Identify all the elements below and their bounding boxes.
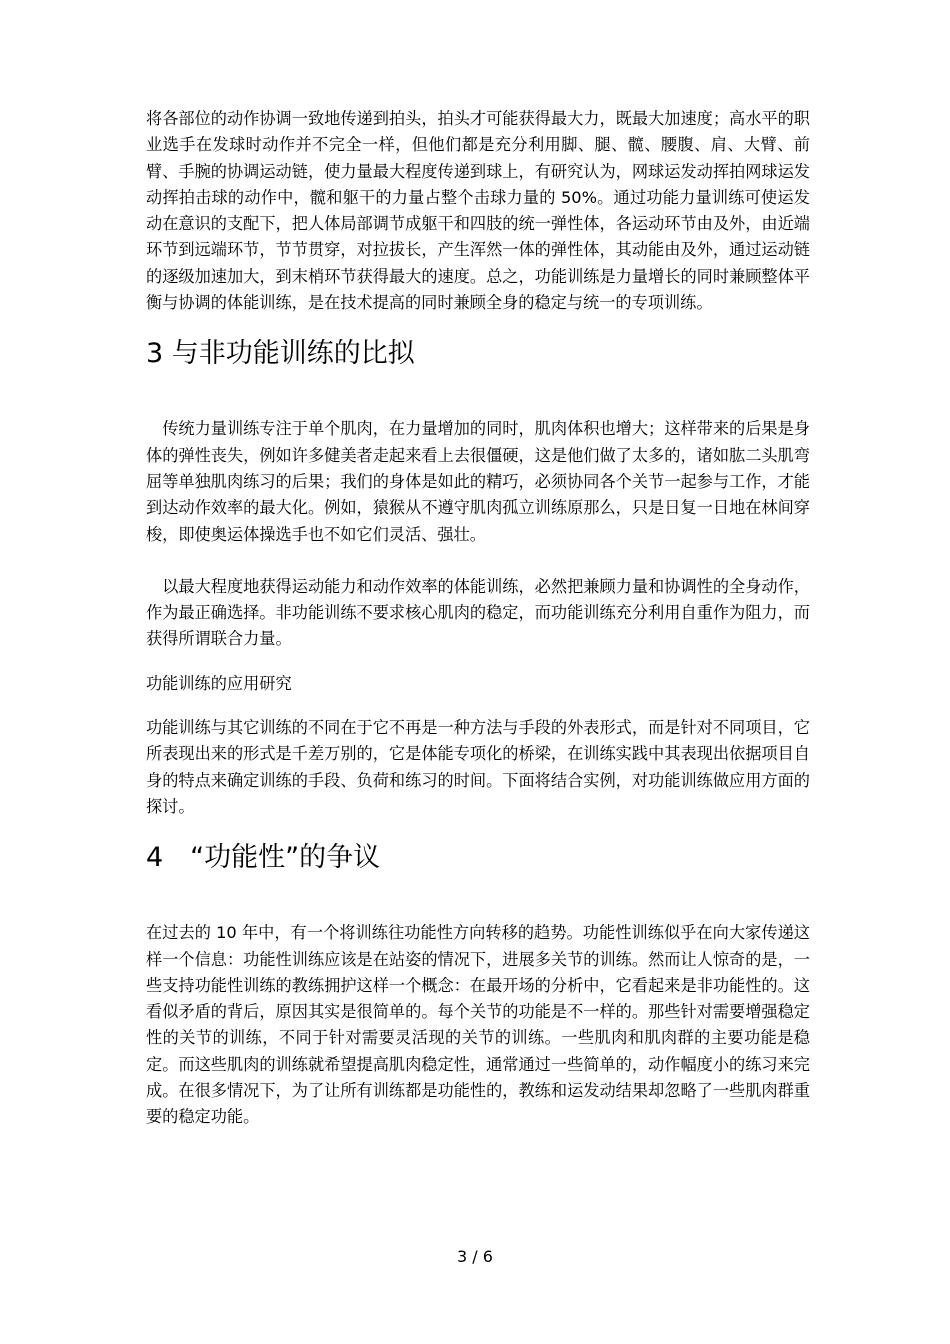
page-content (146, 106, 810, 1131)
paragraph-efficiency: 以最大程度地获得运动能力和动作效率的体能训练，必然把兼顾力量和协调性的全身动作，作为最正确选择。非功能训练不要求核心肌肉的稳定，而功能训练充分利用自重作为阻力，而获得所谓联合力量。 (146, 576, 810, 649)
section-heading-4: 4 “功能性”的争议 (146, 842, 381, 874)
page-number: 3 / 6 (457, 1247, 493, 1266)
paragraph-controversy: 在过去的 10 年中，有一个将训练往功能性方向转移的趋势。功能性训练似乎在向大家传递这样一个信息：功能性训练应该是在站姿的情况下，进展多关节的训练。然而让人惊奇的是，一些支持功能性训练的教练拥护这样一个概念：在最开场的分析中，它看起来是非功能性的。这看似矛盾的背后，原因其实是很简单的。每个关节的功能是不一样的。那些针对需要增强稳定性的关节的训练，不同于针对需要灵活现的关节的训练。一些肌肉和肌肉群的主要功能是稳定。而这些肌肉的训练就希望提高肌肉稳定性，通常通过一些简单的，动作幅度小的练习来完成。在很多情况下，为了让所有训练都是功能性的，教练和运发动结果却忽略了一些肌肉群重要的稳定功能。 (146, 923, 810, 1127)
paragraph-traditional-training: 传统力量训练专注于单个肌肉，在力量增加的同时，肌肉体积也增大；这样带来的后果是身体的弹性丧失，例如许多健美者走起来看上去很僵硬，这是他们做了太多的，诸如肱二头肌弯屈等单独肌肉练习的后果；我们的身体是如此的精巧，必须协同各个关节一起参与工作，才能到达动作效率的最大化。例如，猿猴从不遵守肌肉孤立训练原那么，只是日复一日地在林间穿梭，即使奥运体操选手也不如它们灵活、强壮。 (146, 419, 810, 544)
paragraph-application: 功能训练与其它训练的不同在于它不再是一种方法与手段的外表形式，而是针对不同项目，它所表现出来的形式是千差万别的，它是体能专项化的桥梁，在训练实践中其表现出依据项目自身的特点来确定训练的手段、负荷和练习的时间。下面将结合实例，对功能训练做应用方面的探讨。 (146, 718, 810, 816)
paragraph-power-chain: 将各部位的动作协调一致地传递到拍头，拍头才可能获得最大力，既最大加速度；高水平的职业选手在发球时动作并不完全一样，但他们都是充分利用脚、腿、髋、腰腹、肩、大臂、前臂、手腕的协调运动链，使力量最大程度传递到球上，有研究认为，网球运发动挥拍网球运发动挥拍击球的动作中，髋和躯干的力量占整个击球力量的 50%。通过功能力量训练可使运发动在意识的支配下，把人体局部调节成躯干和四肢的统一弹性体，各运动环节由及外，由近端环节到远端环节，节节贯穿，对拉拔长，产生浑然一体的弹性体，其动能由及外，通过运动链的逐级加速加大，到末梢环节获得最大的速度。总之，功能训练是力量增长的同时兼顾整体平衡与协调的体能训练，是在技术提高的同时兼顾全身的稳定与统一的专项训练。 (146, 109, 810, 313)
section-heading-3: 3 与非功能训练的比拟 (146, 338, 415, 370)
subheading-application: 功能训练的应用研究 (146, 673, 292, 693)
